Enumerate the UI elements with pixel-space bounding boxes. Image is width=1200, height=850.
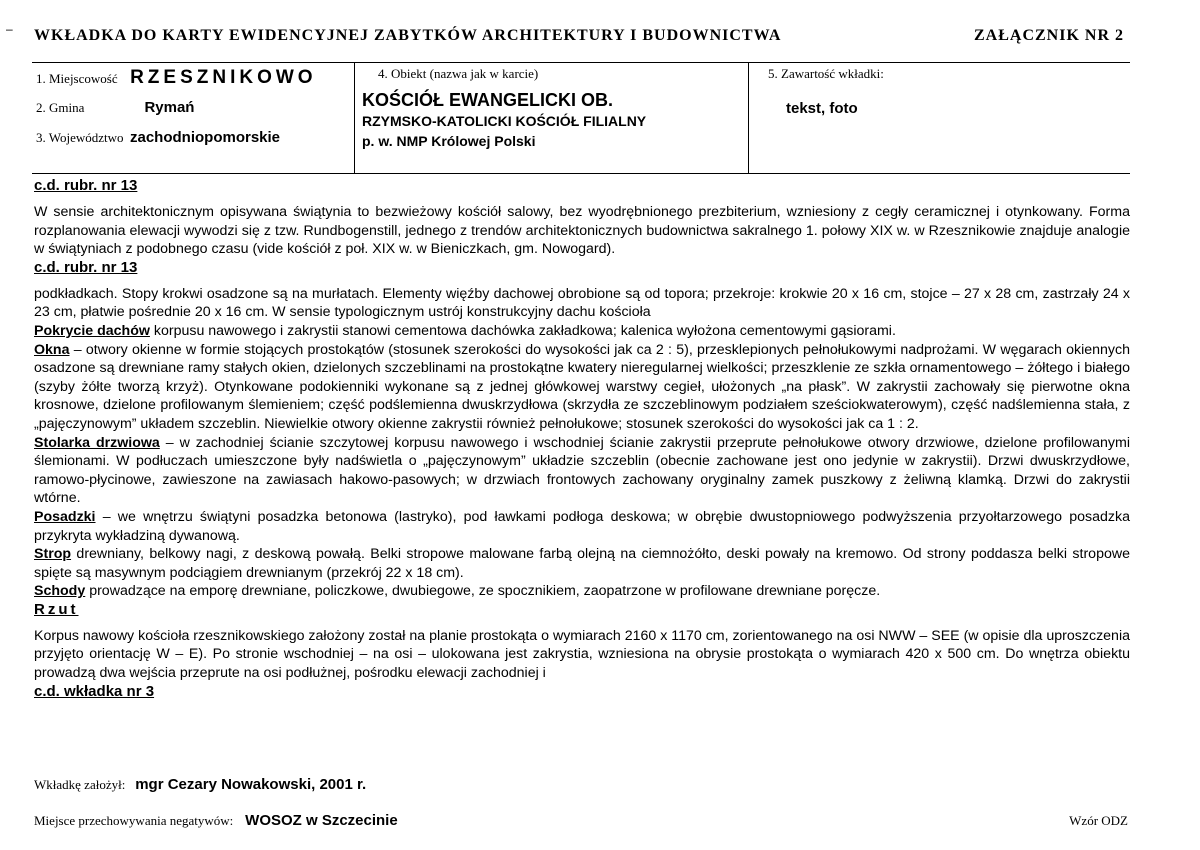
- voivodeship-row: [36, 129, 280, 147]
- roof-text: korpusu nawowego i zakrystii stanowi cementowa dachówka zakładkowa; kalenica wyłożona cementowymi gąsiorami.: [149, 322, 896, 339]
- section-heading: c.d. rubr. nr 13: [34, 258, 138, 276]
- commune-label: 2. Gmina: [36, 100, 85, 115]
- document-title: WKŁADKA DO KARTY EWIDENCYJNEJ ZABYTKÓW ARCHITEKTURY I BUDOWNICTWA: [34, 27, 782, 44]
- document-header: [34, 27, 1124, 45]
- plan-heading: Rzut: [34, 600, 79, 618]
- annex-number: ZAŁĄCZNIK NR 2: [973, 27, 1124, 44]
- windows-term: Okna: [34, 341, 70, 358]
- object-title: KOŚCIÓŁ EWANGELICKI OB.: [362, 90, 614, 110]
- form-model: Wzór ODZ: [1069, 813, 1128, 828]
- contents-value: tekst, foto: [786, 100, 858, 117]
- storage-label: Miejsce przechowywania negatywów:: [34, 813, 234, 828]
- windows-paragraph: [34, 341, 1130, 434]
- joinery-paragraph: [34, 434, 1130, 508]
- corner-mark: –: [6, 22, 13, 36]
- locality-row: [36, 67, 317, 89]
- commune-value: Rymań: [144, 99, 195, 116]
- commune-row: [36, 99, 194, 117]
- roof-paragraph: [34, 322, 1130, 341]
- object-label: 4. Obiekt (nazwa jak w karcie): [378, 66, 539, 81]
- metadata-table: [32, 62, 1130, 174]
- author-value: mgr Cezary Nowakowski, 2001 r.: [135, 776, 367, 793]
- object-subtitle: RZYMSKO-KATOLICKI KOŚCIÓŁ FILIALNY: [362, 113, 647, 129]
- section-heading: c.d. rubr. nr 13: [34, 177, 138, 194]
- location-column: [32, 63, 355, 173]
- floors-paragraph: [34, 508, 1130, 545]
- ceiling-text: drewniany, belkowy nagi, z deskową powałą. Belki stropowe malowane farbą olejną na ciemnożółto, deski powały na kremowo. Od strony poddasza belki stropowe spięte są masywnym podciągiem drewnianym (przekrój 22 x 18 cm).: [34, 546, 1130, 581]
- windows-text: – otwory okienne w formie stojących prostokątów (stosunek szerokości do wysokości jak ca 2 : 5), przesklepionych pełnołukowymi nadprożami. W węgarach okiennych osadzone są drewniane ramy stałych okien, dzielonych szczeblinami na prostokątne kwatery nieregularnej wielkości; przeszklenie ze szkła ornamentowego – żółtego i białego (szyby żółte tworzą krzyż). Otynkowane podokienniki wykonane są z jednej główkowej warstwy cegieł, ułożonych „na płask”. W zakrystii zachowały się pierwotne okna krosnowe, dzielone profilowanym ślemieniem; część podślemienna dwuskrzydłowa (skrzydła ze szczeblinowym podziałem sześciokwaterowym), część nadślemienna stała, z „pajęczynowym” układem szczeblin. Niewielkie otwory okienne zakrystii również pełnołukowe; stosunek szerokości do wysokości jak ca 1 : 2.: [34, 341, 1130, 432]
- voivodeship-label: 3. Województwo: [36, 130, 124, 145]
- voivodeship-value: zachodniopomorskie: [130, 129, 281, 146]
- storage-value: WOSOZ w Szczecinie: [245, 812, 398, 829]
- locality-label: 1. Miejscowość: [36, 71, 118, 86]
- document-body: [34, 177, 1130, 701]
- object-dedication: p. w. NMP Królowej Polski: [362, 133, 536, 149]
- joinery-term: Stolarka drzwiowa: [34, 434, 160, 451]
- stairs-text: prowadzące na emporę drewniane, policzkowe, dwubiegowe, ze spocznikiem, zaopatrzone w profilowane drewniane poręcze.: [85, 583, 881, 600]
- roof-term: Pokrycie dachów: [34, 322, 150, 339]
- stairs-term: Schody: [34, 583, 86, 600]
- roof-truss-paragraph: podkładkach. Stopy krokwi osadzone są na murłatach. Elementy więźby dachowej obrobione są od topora; przekroje: krokwie 20 x 16 cm, stojce – 27 x 28 cm, zastrzały 24 x 23 cm, płatwie pośrednie 20 x 16 cm. W sensie typologicznym ustrój konstrukcyjny dachu kościoła: [34, 285, 1130, 321]
- object-column: [356, 63, 749, 173]
- architecture-paragraph: W sensie architektonicznym opisywana świątynia to bezwieżowy kościół salowy, bez wyodrębnionego prezbiterium, wzniesiony z cegły ceramicznej i otynkowany. Forma rozplanowania elewacji wywodzi się z tzw. Rundbogenstill, jednego z trendów architektonicznych budownictwa sakralnego 1. połowy XIX w. w Rzesznikowie znajduje analogie w świątyniach z podobnego czasu (vide kościół z poł. XIX w. w Bieniczkach, gm. Nowogard).: [34, 204, 1130, 258]
- continuation-heading: c.d. wkładka nr 3: [34, 682, 155, 700]
- joinery-text: – w zachodniej ścianie szczytowej korpusu nawowego i wschodniej ścianie zakrystii przeprute pełnołukowe otwory drzwiowe, dzielone profilowanymi ślemionami. W podłuczach umieszczone były nadświetla o „pajęczynowym” układzie szczeblin (obecnie zachowane jest ono jedynie w zakrystii). Drzwi dwuskrzydłowe, ramowo-płycinowe, zawieszone na zawiasach hakowo-pasowych; w drzwiach frontowych zachowany oryginalny zamek puszkowy z żeliwną klamką. Drzwi do zakrystii wtórne.: [34, 434, 1130, 507]
- locality-value: RZESZNIKOWO: [130, 67, 317, 88]
- ceiling-term: Strop: [34, 546, 72, 563]
- ceiling-paragraph: [34, 545, 1130, 582]
- contents-column: [750, 63, 1130, 173]
- author-line: [34, 776, 366, 793]
- contents-label: 5. Zawartość wkładki:: [768, 66, 884, 81]
- plan-paragraph: Korpus nawowy kościoła rzesznikowskiego założony został na planie prostokąta o wymiarach 2160 x 1170 cm, zorientowanego na osi NWW – SEE (w opisie dla uproszczenia przyjęto orientację W – E). Po stronie wschodniej – na osi – ulokowana jest zakrystia, wzniesiona na obrysie prostokąta o wymiarach 420 x 500 cm. Do wnętrza obiektu prowadzą dwa wejścia przeprute na osi podłużnej, pośrodku elewacji zachodniej i: [34, 627, 1130, 682]
- storage-line: [34, 812, 398, 829]
- floors-term: Posadzki: [34, 508, 96, 525]
- stairs-paragraph: [34, 582, 1130, 601]
- author-label: Wkładkę założył:: [34, 777, 126, 792]
- floors-text: – we wnętrzu świątyni posadzka betonowa (lastryko), pod ławkami podłoga deskowa; w obrębie dwustopniowego podwyższenia przyołtarzowego posadzka przykryta wykładziną dywanową.: [34, 508, 1130, 544]
